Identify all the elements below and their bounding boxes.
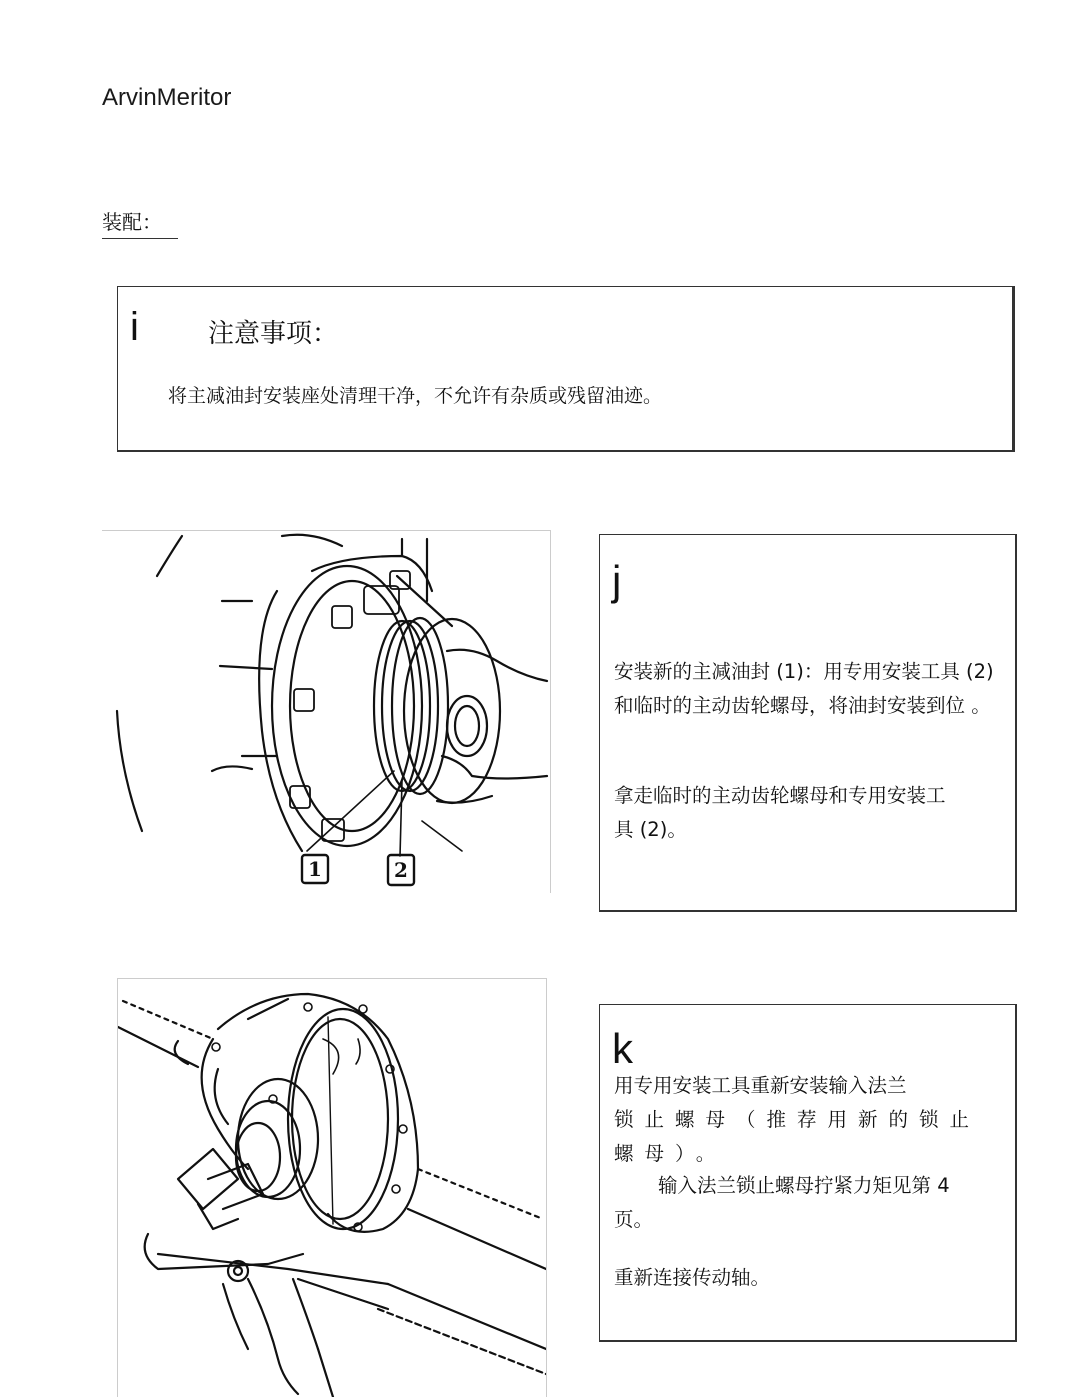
note-text: 将主减油封安装座处清理干净，不允许有杂质或残留油迹。: [168, 385, 663, 407]
note-heading: 注意事项：: [208, 319, 339, 349]
brand-name: ArvinMeritor: [102, 84, 232, 111]
step-k-paragraph-3: 重新连接传动轴。: [614, 1266, 771, 1289]
step-k-paragraph-2: 输入法兰锁止螺母拧紧力矩见第 4 页。: [614, 1174, 950, 1231]
step-j-box: [599, 534, 1017, 912]
step-k-box: [599, 1004, 1017, 1342]
step-marker-i: i: [130, 305, 139, 349]
step-k-paragraph-1: [614, 1069, 1004, 1171]
flange-nut-install-figure: [117, 978, 547, 1397]
section-title: 装配：: [102, 206, 178, 239]
step-k-line-1: 用专用安装工具重新安装输入法兰: [614, 1074, 907, 1097]
step-j-paragraph-1: 安装新的主减油封 (1)：用专用安装工具 (2)和临时的主动齿轮螺母，将油封安装到位 。: [614, 660, 994, 717]
callout-2: 2: [394, 858, 408, 882]
note-box: [117, 286, 1015, 452]
step-k-line-2: 锁止螺母（推荐用新的锁止螺母）。: [614, 1108, 981, 1165]
step-marker-k: k: [612, 1025, 633, 1072]
callout-1: 1: [308, 857, 322, 881]
oil-seal-install-figure: [102, 530, 551, 893]
step-j-paragraph-2: 拿走临时的主动齿轮螺母和专用安装工具 (2)。: [614, 784, 946, 841]
step-marker-j: j: [612, 557, 622, 604]
